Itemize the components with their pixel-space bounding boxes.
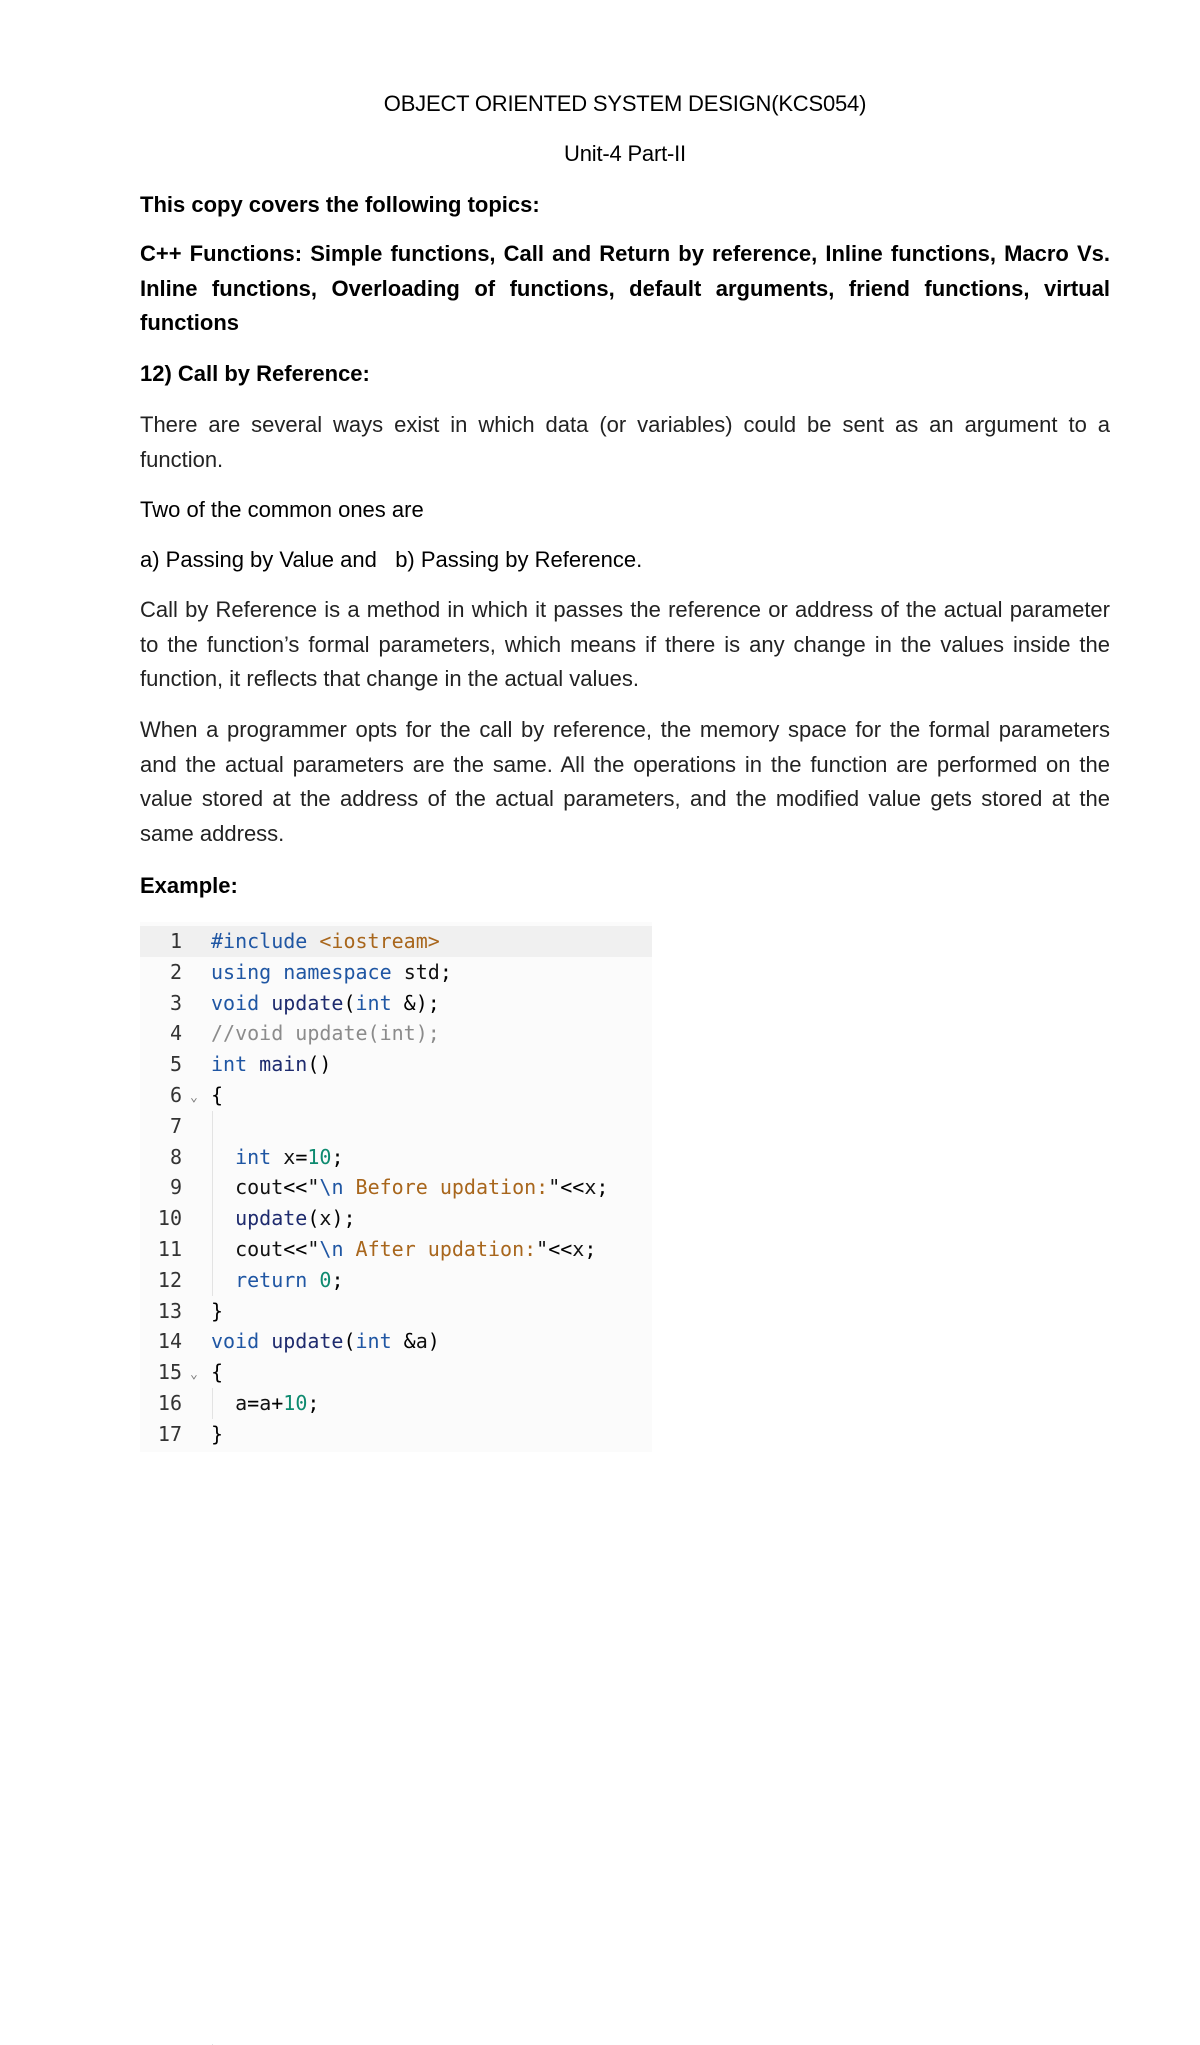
example-label: Example: <box>140 873 238 898</box>
passing-methods: a) Passing by Value and b) Passing by Reference. <box>140 547 643 572</box>
code-text: cout<<"\n Before updation:"<<x; <box>235 1175 609 1200</box>
code-line-4 <box>140 1018 652 1049</box>
code-text: void update(int &a) <box>211 1329 440 1354</box>
code-line-6 <box>140 1080 652 1111</box>
code-text: #include <iostream> <box>211 929 440 953</box>
line-number: 6 <box>169 1083 182 1107</box>
code-text: } <box>211 1298 224 1323</box>
line-number: 11 <box>157 1237 182 1261</box>
code-text: using namespace std; <box>211 959 452 984</box>
code-line-2 <box>140 957 652 988</box>
code-text: { <box>211 1360 224 1385</box>
line-number: 10 <box>157 1206 182 1231</box>
code-line-12 <box>140 1265 652 1296</box>
code-text: int x=10; <box>235 1144 344 1169</box>
line-number: 4 <box>169 1021 182 1046</box>
code-line-3 <box>140 988 652 1019</box>
code-line-7 <box>140 1111 652 1142</box>
fold-chevron-icon[interactable]: ⌄ <box>190 1090 198 1105</box>
code-line-5 <box>140 1049 652 1080</box>
common-ones-label: Two of the common ones are <box>140 497 424 522</box>
line-number: 17 <box>157 1421 182 1446</box>
line-number: 14 <box>157 1329 182 1354</box>
document-title: OBJECT ORIENTED SYSTEM DESIGN(KCS054) <box>383 91 867 116</box>
code-text: void update(int &); <box>211 990 440 1015</box>
line-number: 1 <box>169 929 182 953</box>
code-text: cout<<"\n After updation:"<<x; <box>235 1237 597 1261</box>
line-number: 9 <box>169 1175 182 1200</box>
line-number: 2 <box>169 959 182 984</box>
covers-label: This copy covers the following topics: <box>140 192 540 217</box>
code-block <box>140 922 652 1452</box>
code-line-9 <box>140 1172 652 1203</box>
line-number: 12 <box>157 1267 182 1292</box>
document-subtitle: Unit-4 Part-II <box>564 141 686 166</box>
section-heading: 12) Call by Reference: <box>140 361 370 386</box>
paragraph-memory-space: When a programmer opts for the call by reference, the memory space for the formal parameters and the actual parameters are the same. All the operations in the function are performed on the value stored at the address of the actual parameters, and the modified value gets stored at the same address. <box>140 717 1110 846</box>
topics-list: C++ Functions: Simple functions, Call and Return by reference, Inline functions, Macro Vs. Inline functions, Overloading of functions, default arguments, friend functions, virtual functions <box>140 241 1110 335</box>
code-line-17 <box>140 1419 652 1450</box>
code-text: //void update(int); <box>211 1021 440 1046</box>
code-text: } <box>211 1421 224 1446</box>
fold-chevron-icon[interactable]: ⌄ <box>190 1367 198 1383</box>
code-line-1 <box>140 926 652 957</box>
line-number: 13 <box>157 1298 182 1323</box>
line-number: 7 <box>169 1113 182 1138</box>
code-text: int main() <box>211 1052 332 1077</box>
indent-guide <box>212 1388 213 1419</box>
paragraph-ways-to-pass: There are several ways exist in which data (or variables) could be sent as an argument to a function. <box>140 412 1110 472</box>
code-line-14 <box>140 1326 652 1357</box>
line-number: 3 <box>169 990 182 1015</box>
line-number: 5 <box>169 1052 182 1077</box>
code-line-10 <box>140 1203 652 1234</box>
code-text: a=a+10; <box>235 1391 320 1415</box>
paragraph-call-by-reference: Call by Reference is a method in which it passes the reference or address of the actual parameter to the function’s formal parameters, which means if there is any change in the values inside the function, it reflects that change in the actual values. <box>140 597 1110 691</box>
code-text: update(x); <box>235 1206 356 1231</box>
code-line-8 <box>140 1142 652 1173</box>
code-text: return 0; <box>235 1267 344 1292</box>
code-line-11 <box>140 1234 652 1265</box>
code-line-16 <box>140 1388 652 1419</box>
code-line-15 <box>140 1357 652 1388</box>
indent-guide <box>212 1111 213 1296</box>
code-text: { <box>211 1083 224 1107</box>
line-number: 16 <box>157 1391 182 1415</box>
line-number: 15 <box>157 1360 182 1385</box>
code-line-13 <box>140 1296 652 1327</box>
line-number: 8 <box>169 1144 182 1169</box>
